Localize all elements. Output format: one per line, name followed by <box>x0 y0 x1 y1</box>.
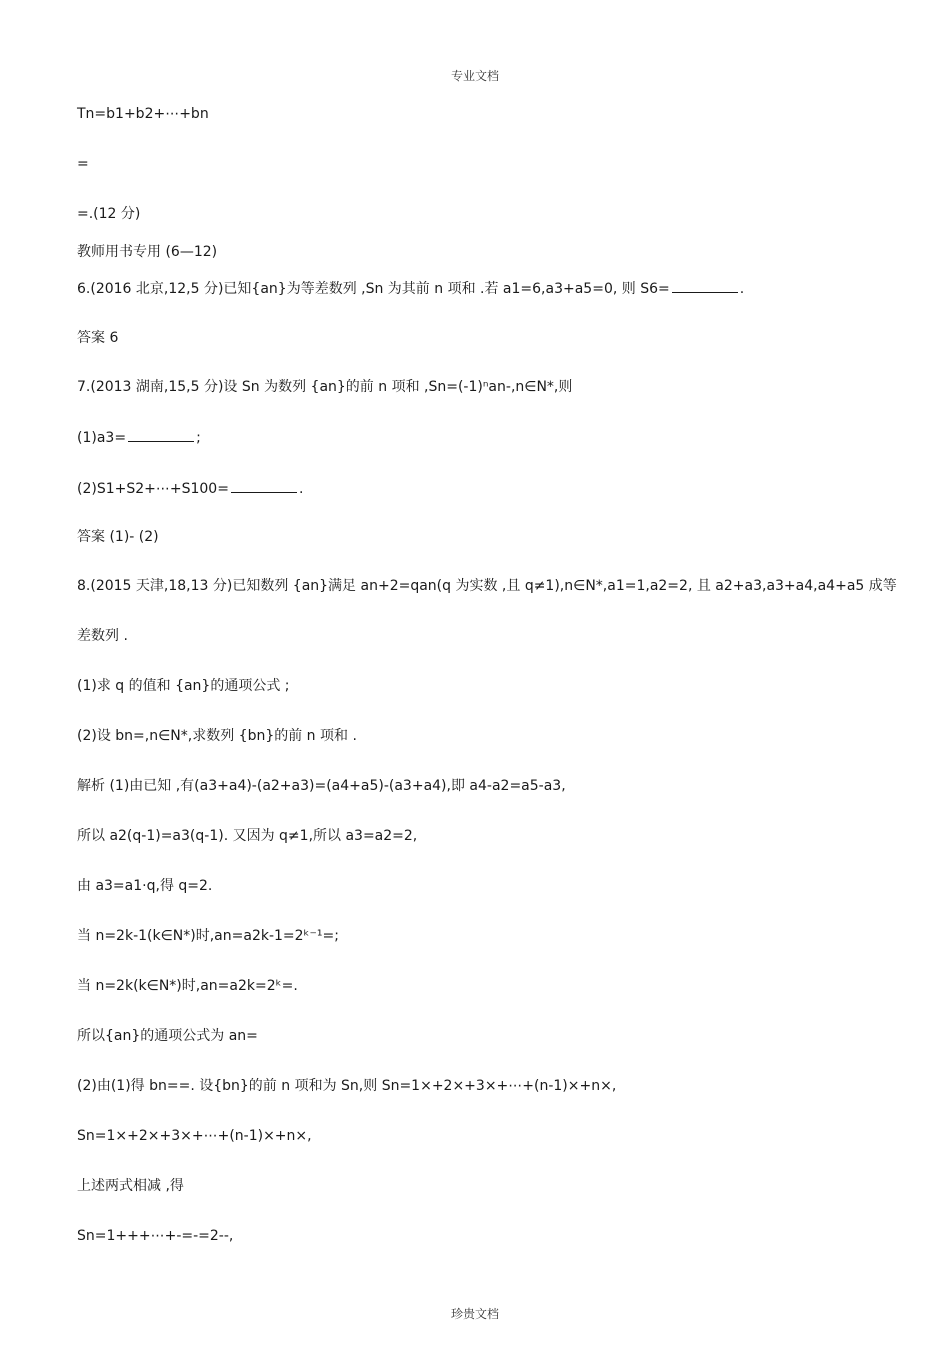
line-text: 6.(2016 北京,12,5 分)已知{an}为等差数列 ,Sn 为其前 n 项和 .若 a1=6,a3+a5=0, 则 S6= <box>77 281 670 297</box>
line-punctuation: . <box>298 481 304 497</box>
text-line <box>77 627 128 645</box>
line-text: 差数列 . <box>77 628 128 644</box>
text-line <box>77 205 140 223</box>
line-text: Tn=b1+b2+⋯+bn <box>77 106 209 122</box>
line-text: (1)求 q 的值和 {an}的通项公式 ; <box>77 678 290 694</box>
text-line <box>77 329 118 347</box>
line-text: Sn=1+++⋯+-=-=2--, <box>77 1228 234 1244</box>
text-line <box>77 927 339 945</box>
line-text: 当 n=2k(k∈N*)时,an=a2k=2ᵏ=. <box>77 978 298 994</box>
text-line <box>77 827 417 845</box>
line-text: 所以 a2(q-1)=a3(q-1). 又因为 q≠1,所以 a3=a2=2, <box>77 828 418 844</box>
text-line <box>77 777 566 795</box>
line-text: (1)a3= <box>77 430 127 446</box>
text-line <box>77 243 217 261</box>
line-text: 解析 (1)由已知 ,有(a3+a4)-(a2+a3)=(a4+a5)-(a3+a4),即 a4-a2=a5-a3, <box>77 778 566 794</box>
line-text: 答案 (1)- (2) <box>77 529 159 545</box>
page-header: 专业文档 <box>450 69 499 83</box>
text-line <box>77 1077 616 1095</box>
line-text: (2)由(1)得 bn==. 设{bn}的前 n 项和为 Sn,则 Sn=1×+2×+3×+⋯+(n-1)×+n×, <box>77 1078 617 1094</box>
line-text: 由 a3=a1·q,得 q=2. <box>77 878 213 894</box>
line-text: 8.(2015 天津,18,13 分)已知数列 {an}满足 an+2=qan(q 为实数 ,且 q≠1),n∈N*,a1=1,a2=2, 且 a2+a3,a3+a4,a4+a5 成等 <box>77 578 897 594</box>
line-text: 7.(2013 湖南,15,5 分)设 Sn 为数列 {an}的前 n 项和 ,Sn=(-1)ⁿan-,n∈N*,则 <box>77 379 573 395</box>
line-text: (2)S1+S2+⋯+S100= <box>77 481 229 497</box>
text-line <box>77 528 159 546</box>
text-line <box>77 977 298 995</box>
line-text: Sn=1×+2×+3×+⋯+(n-1)×+n×, <box>77 1128 312 1144</box>
text-line <box>77 279 744 298</box>
line-text: (2)设 bn=,n∈N*,求数列 {bn}的前 n 项和 . <box>77 728 357 744</box>
text-line <box>77 1127 312 1145</box>
text-line <box>77 1027 258 1045</box>
answer-blank <box>231 479 297 493</box>
line-text: 上述两式相减 ,得 <box>77 1178 184 1194</box>
line-text: =.(12 分) <box>77 206 141 222</box>
page-footer: 珍贵文档 <box>450 1307 499 1321</box>
text-line <box>77 428 201 447</box>
line-punctuation: . <box>739 281 745 297</box>
line-text: 教师用书专用 (6—12) <box>77 244 218 260</box>
line-text: = <box>77 156 89 172</box>
text-line <box>77 479 303 498</box>
line-text: 当 n=2k-1(k∈N*)时,an=a2k-1=2ᵏ⁻¹=; <box>77 928 339 944</box>
line-text: 答案 6 <box>77 330 119 346</box>
text-line <box>77 155 89 173</box>
text-line <box>77 1177 184 1195</box>
text-line <box>77 877 212 895</box>
text-line <box>77 577 897 595</box>
text-line <box>77 677 290 695</box>
answer-blank <box>128 428 194 442</box>
text-line <box>77 727 357 745</box>
text-line <box>77 1227 233 1245</box>
line-punctuation: ; <box>196 430 201 446</box>
text-line <box>77 105 209 123</box>
text-line <box>77 378 572 396</box>
line-text: 所以{an}的通项公式为 an= <box>77 1028 258 1044</box>
answer-blank <box>672 279 738 293</box>
